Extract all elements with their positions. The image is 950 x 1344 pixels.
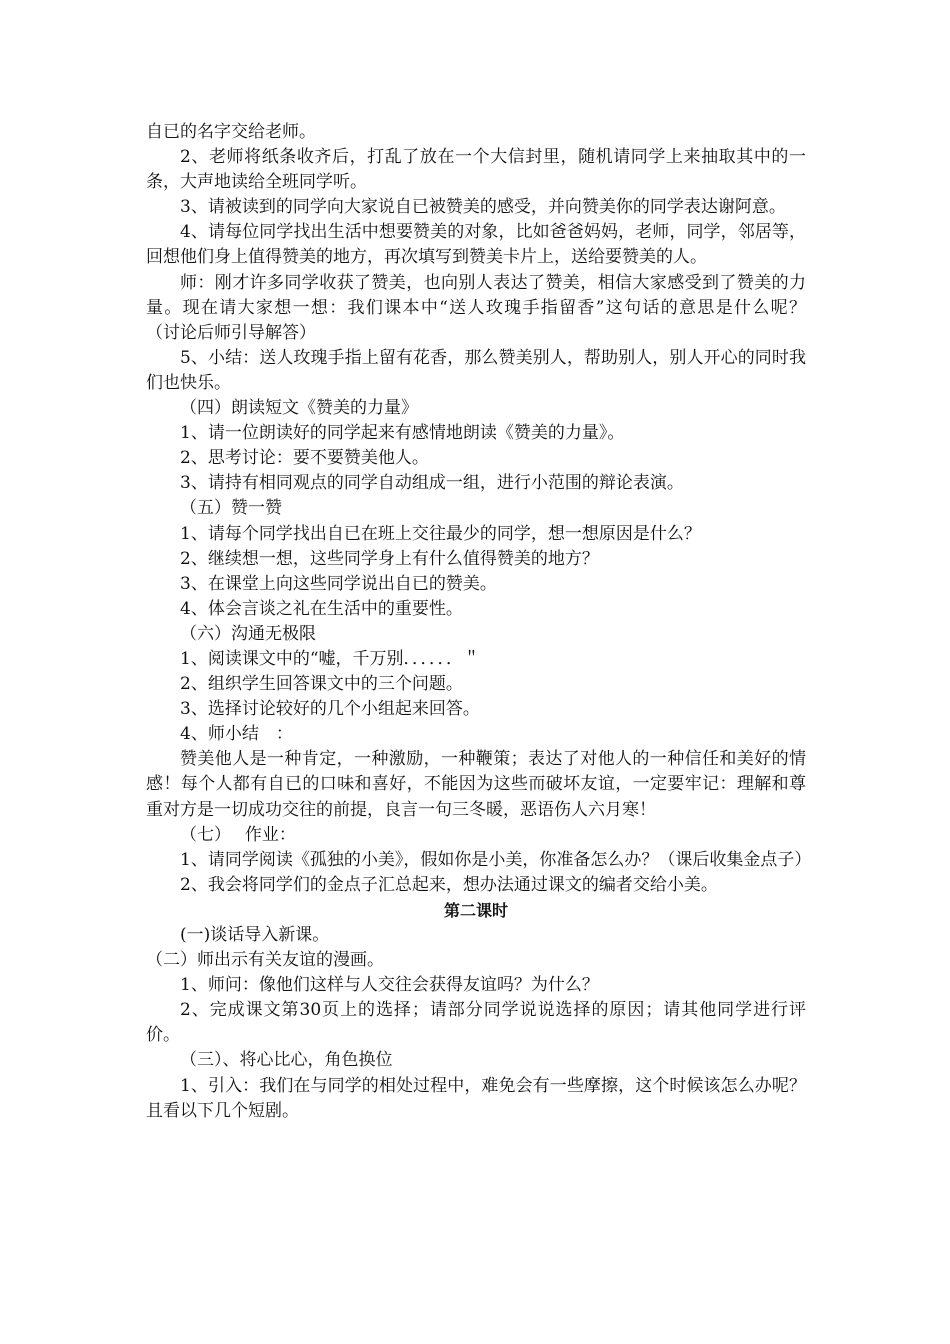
- paragraph: 2、思考讨论：要不要赞美他人。: [180, 448, 429, 469]
- section-heading: （七） 作业：: [180, 824, 296, 845]
- paragraph: 2、组织学生回答课文中的三个问题。: [180, 674, 463, 695]
- paragraph: 4、请每位同学找出生活中想要赞美的对象，比如爸爸妈妈，老师，同学，邻居等，回想他们身上值得赞美的地方，再次填写到赞美卡片上，送给要赞美的人。: [146, 222, 806, 268]
- paragraph: 2、继续想一想，这些同学身上有什么值得赞美的地方？: [180, 548, 599, 569]
- section-heading: （五）赞一赞: [180, 498, 282, 519]
- document-body: [146, 120, 829, 1124]
- paragraph: 自已的名字交给老师。: [146, 122, 316, 142]
- paragraph: 3、选择讨论较好的几个小组起来回答。: [180, 699, 480, 720]
- paragraph: 1、引入：我们在与同学的相处过程中，难免会有一些摩擦，这个时候该怎么办呢？且看以下几个短剧。: [146, 1075, 806, 1121]
- paragraph: 师：刚才许多同学收获了赞美，也向别人表达了赞美，相信大家感受到了赞美的力量。现在请大家想一想：我们课本中“送人玫瑰手指留香”这句话的意思是什么呢？ （讨论后师引导解答）: [146, 272, 829, 343]
- section-heading: (一)谈话导入新课。: [180, 925, 330, 945]
- paragraph: 1、请每个同学找出自已在班上交往最少的同学，想一想原因是什么？: [180, 523, 701, 544]
- section-heading: （三）、将心比心，角色换位: [180, 1050, 393, 1071]
- paragraph: 1、请同学阅读《孤独的小美》，假如你是小美，你准备怎么办？（课后收集金点子）: [180, 849, 812, 870]
- paragraph: 1、请一位朗读好的同学起来有感情地朗读《赞美的力量》。: [180, 423, 625, 444]
- paragraph: 5、小结：送人玫瑰手指上留有花香，那么赞美别人，帮助别人，别人开心的同时我们也快乐。: [146, 347, 806, 393]
- paragraph: 1、阅读课文中的“嘘，千万别．．．．．．＂: [180, 648, 481, 669]
- lesson-title: 第二课时: [443, 900, 508, 920]
- paragraph: 4、师小结 ：: [180, 724, 293, 745]
- paragraph: 2、老师将纸条收齐后，打乱了放在一个大信封里，随机请同学上来抽取其中的一条，大声地读给全班同学听。: [146, 147, 806, 193]
- section-heading: （二）师出示有关友谊的漫画。: [146, 950, 384, 971]
- paragraph: 1、师问：像他们这样与人交往会获得友谊吗？为什么？: [180, 975, 599, 996]
- section-heading: （四）朗读短文《赞美的力量》: [180, 398, 418, 419]
- paragraph: 3、在课堂上向这些同学说出自已的赞美。: [180, 573, 497, 594]
- paragraph: 3、请被读到的同学向大家说自已被赞美的感受，并向赞美你的同学表达谢阿意。: [180, 197, 786, 218]
- section-heading: （六）沟通无极限: [180, 623, 316, 644]
- paragraph: 2、我会将同学们的金点子汇总起来，想办法通过课文的编者交给小美。: [180, 874, 718, 895]
- paragraph: 4、体会言谈之礼在生活中的重要性。: [180, 598, 463, 619]
- paragraph: 赞美他人是一种肯定，一种激励，一种鞭策；表达了对他人的一种信任和美好的情感！每个人都有自已的口味和喜好，不能因为这些而破坏友谊，一定要牢记：理解和尊重对方是一切成功交往的前提，良言一句三冬暖，恶语伤人六月寒！: [146, 749, 806, 820]
- paragraph: 2、完成课文第30页上的选择；请部分同学说说选择的原因；请其他同学进行评价。: [146, 1000, 806, 1046]
- paragraph: 3、请持有相同观点的同学自动组成一组，进行小范围的辩论表演。: [180, 473, 684, 494]
